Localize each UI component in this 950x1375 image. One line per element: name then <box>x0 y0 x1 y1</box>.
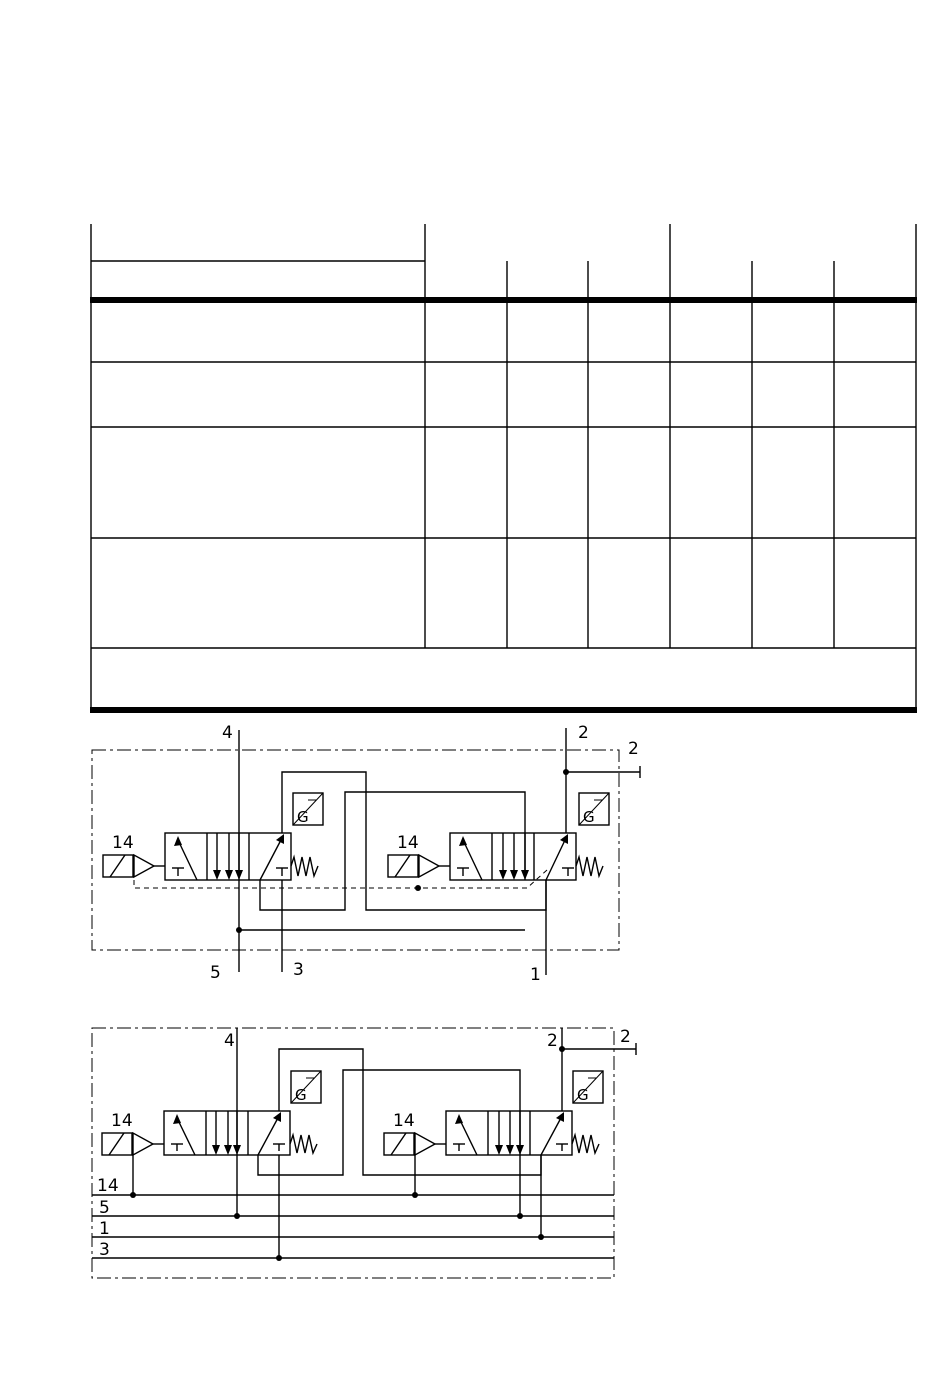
solenoid-pilot-icon <box>134 855 154 877</box>
flow-arrow <box>541 1116 562 1155</box>
bus-1-label: 1 <box>99 1219 110 1239</box>
module-boundary <box>92 1028 614 1278</box>
arrow-head <box>233 1145 241 1155</box>
table-grid <box>90 224 917 713</box>
flow-arrow <box>459 1118 477 1155</box>
coil-14-label: 14 <box>111 1111 133 1131</box>
solenoid-slash <box>109 1133 124 1155</box>
junction-dot-icon <box>276 1255 282 1261</box>
arrow-head <box>173 1114 181 1124</box>
port-3-label: 3 <box>293 960 304 980</box>
flow-arrow <box>258 1116 279 1155</box>
valve-diagram-2 <box>92 1027 636 1278</box>
coil-14-label: 14 <box>393 1111 415 1131</box>
junction-dot-icon <box>130 1192 136 1198</box>
port-4-label: 4 <box>224 1031 235 1051</box>
coil-14-label: 14 <box>397 833 419 853</box>
arrow-head <box>455 1114 463 1124</box>
spring-return-icon <box>572 1135 599 1153</box>
arrow-head <box>495 1145 503 1155</box>
solenoid-pilot-icon <box>133 1133 153 1155</box>
arrow-head <box>212 1145 220 1155</box>
junction-dot-icon <box>517 1213 523 1219</box>
valve-b <box>388 793 609 880</box>
junction-dot-icon <box>412 1192 418 1198</box>
valve-b <box>384 1071 603 1155</box>
flow-arrow <box>260 838 282 880</box>
bus-14-label: 14 <box>97 1176 119 1196</box>
flow-arrow <box>178 840 197 880</box>
port-2-ext-label: 2 <box>620 1027 631 1047</box>
flow-arrow <box>177 1118 195 1155</box>
sensor-g-label: G <box>295 1086 307 1104</box>
solenoid-pilot-icon <box>419 855 439 877</box>
arrow-head <box>499 870 507 880</box>
arrow-head <box>510 870 518 880</box>
arrow-head <box>224 1145 232 1155</box>
coil-14-label: 14 <box>112 833 134 853</box>
port-2-label: 2 <box>578 723 589 743</box>
port-2-label: 2 <box>547 1031 558 1051</box>
arrow-head <box>459 836 467 846</box>
port-1-label: 1 <box>530 965 541 985</box>
sensor-g-label: G <box>577 1086 589 1104</box>
arrow-head <box>213 870 221 880</box>
solenoid-pilot-icon <box>415 1133 435 1155</box>
junction-dot-icon <box>415 885 421 891</box>
arrow-head <box>225 870 233 880</box>
junction-dot-icon <box>234 1213 240 1219</box>
arrow-head <box>506 1145 514 1155</box>
sensor-g-label: G <box>583 808 595 826</box>
flow-arrow <box>546 838 566 880</box>
arrow-head <box>521 870 529 880</box>
table-bottom-rule <box>90 707 917 713</box>
port-4-label: 4 <box>222 723 233 743</box>
table-header-rule <box>90 297 917 303</box>
arrow-head <box>235 870 243 880</box>
spring-return-icon <box>576 857 603 876</box>
junction-dot-icon <box>538 1234 544 1240</box>
arrow-head <box>516 1145 524 1155</box>
bus-3-label: 3 <box>99 1240 110 1260</box>
valve-a <box>103 793 323 880</box>
solenoid-slash <box>391 1133 406 1155</box>
arrow-head <box>174 836 182 846</box>
spring-return-icon <box>290 1135 317 1153</box>
solenoid-slash <box>395 855 410 877</box>
port-5-label: 5 <box>210 963 221 983</box>
port-2-ext-label: 2 <box>628 739 639 759</box>
solenoid-slash <box>110 855 125 877</box>
valve-diagram-1 <box>92 723 640 985</box>
sensor-g-label: G <box>297 808 309 826</box>
module-boundary <box>92 750 619 950</box>
bus-5-label: 5 <box>99 1198 110 1218</box>
flow-arrow <box>463 840 482 880</box>
spring-return-icon <box>291 857 318 876</box>
valve-a <box>102 1071 321 1155</box>
